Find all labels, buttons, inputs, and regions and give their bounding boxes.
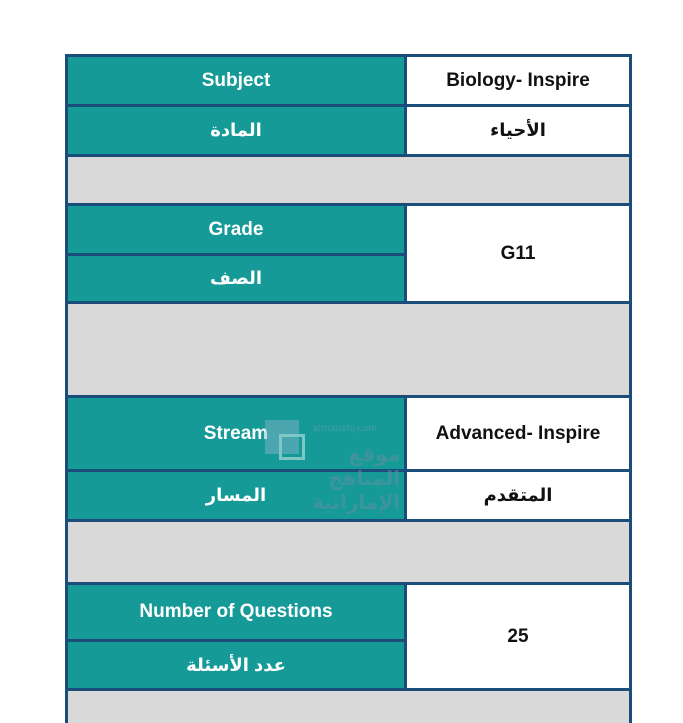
spacer-row — [68, 522, 629, 582]
subject-label-ar: المادة — [68, 107, 404, 154]
questions-value: 25 — [407, 585, 629, 688]
questions-label-ar: عدد الأسئلة — [68, 642, 404, 688]
questions-label-en: Number of Questions — [68, 585, 404, 639]
subject-label-en: Subject — [68, 57, 404, 104]
stream-label-ar: المسار — [68, 472, 404, 519]
spacer-row — [68, 304, 629, 395]
stream-value-ar: المتقدم — [407, 472, 629, 519]
spacer-row — [68, 157, 629, 203]
stream-value-en: Advanced- Inspire — [407, 398, 629, 469]
watermark-site: almanahj.com — [313, 424, 377, 434]
watermark-text: موقع المناهج الإماراتية — [312, 442, 400, 514]
spacer-row — [68, 691, 629, 723]
grade-label-en: Grade — [68, 206, 404, 253]
subject-value-ar: الأحياء — [407, 107, 629, 154]
grade-label-ar: الصف — [68, 256, 404, 301]
stream-label-en: Stream — [68, 398, 404, 469]
grade-value: G11 — [407, 206, 629, 301]
info-table — [65, 54, 632, 723]
subject-value-en: Biology- Inspire — [407, 57, 629, 104]
